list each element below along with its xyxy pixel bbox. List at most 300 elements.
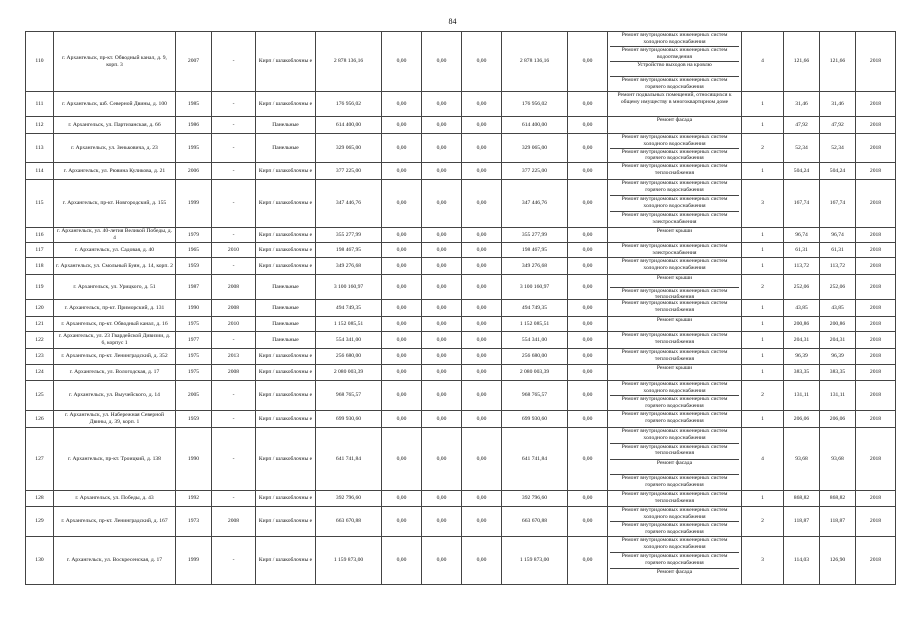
- fund-cell-1: 0,00: [382, 275, 422, 300]
- table-row: [26, 275, 896, 300]
- works-count-cell: 1: [742, 365, 784, 381]
- work-item: Ремонт крыши: [656, 228, 693, 234]
- works-count-cell: 3: [742, 180, 784, 228]
- limit-cost-cell: 96,74: [820, 228, 856, 243]
- material-cell: Кирп / шлакоблочны е: [256, 428, 316, 491]
- other-fund-cell: 0,00: [568, 411, 608, 428]
- planned-year-cell: 2018: [856, 243, 896, 258]
- address-cell: г. Архангельск, ул. Рювина Куликова, д. 21: [54, 163, 176, 180]
- row-number: 113: [26, 134, 54, 163]
- owners-fund-cell: 554 341,00: [502, 332, 568, 349]
- row-number: 129: [26, 507, 54, 537]
- material-cell: Кирп / шлакоблочны е: [256, 163, 316, 180]
- year-renovated-cell: -: [212, 537, 256, 585]
- material-cell: Кирп / шлакоблочны е: [256, 258, 316, 275]
- table-row: [26, 300, 896, 317]
- cost-per-sqm-cell: 383,35: [784, 365, 820, 381]
- fund-cell-3: 0,00: [462, 537, 502, 585]
- work-item: Ремонт внутридомовых инженерных систем теплоснабжения: [621, 332, 728, 345]
- fund-cell-3: 0,00: [462, 163, 502, 180]
- row-number: 112: [26, 117, 54, 134]
- works-cell: [608, 428, 742, 491]
- planned-year-cell: 2018: [856, 332, 896, 349]
- other-fund-cell: 0,00: [568, 243, 608, 258]
- fund-cell-3: 0,00: [462, 317, 502, 332]
- address-cell: г. Архангельск, ул. Выучейского, д. 14: [54, 381, 176, 411]
- cost-per-sqm-cell: 61,31: [784, 243, 820, 258]
- works-cell: [608, 134, 742, 163]
- works-count-cell: 1: [742, 117, 784, 134]
- work-item: Ремонт внутридомовых инженерных систем горячего водоснабжения: [621, 396, 728, 409]
- year-built-cell: 2006: [176, 163, 212, 180]
- limit-cost-cell: 252,06: [820, 275, 856, 300]
- year-built-cell: 2007: [176, 32, 212, 92]
- planned-year-cell: 2018: [856, 32, 896, 92]
- fund-cell-3: 0,00: [462, 134, 502, 163]
- fund-cell-1: 0,00: [382, 428, 422, 491]
- material-cell: Панельные: [256, 317, 316, 332]
- other-fund-cell: 0,00: [568, 258, 608, 275]
- year-built-cell: 1977: [176, 332, 212, 349]
- year-renovated-cell: -: [212, 428, 256, 491]
- other-fund-cell: 0,00: [568, 32, 608, 92]
- year-built-cell: 1999: [176, 180, 212, 228]
- cost-per-sqm-cell: 204,31: [784, 332, 820, 349]
- table-row: [26, 537, 896, 585]
- other-fund-cell: 0,00: [568, 381, 608, 411]
- work-item: Ремонт внутридомовых инженерных систем горячего водоснабжения: [621, 475, 728, 488]
- material-cell: Кирп / шлакоблочны е: [256, 243, 316, 258]
- work-item: Ремонт внутридомовых инженерных систем холодного водоснабжения: [610, 537, 739, 553]
- fund-cell-1: 0,00: [382, 228, 422, 243]
- total-cost-cell: 377 225,00: [316, 163, 382, 180]
- other-fund-cell: 0,00: [568, 507, 608, 537]
- fund-cell-1: 0,00: [382, 317, 422, 332]
- year-built-cell: 1995: [176, 134, 212, 163]
- limit-cost-cell: 43,85: [820, 300, 856, 317]
- work-item: Ремонт внутридомовых инженерных систем холодного водоснабжения: [610, 428, 739, 444]
- works-count-cell: 1: [742, 228, 784, 243]
- fund-cell-2: 0,00: [422, 507, 462, 537]
- address-cell: г. Архангельск, ул. Партизанская, д. 66: [54, 117, 176, 134]
- address-cell: г. Архангельск, ул. Урицкого, д. 51: [54, 275, 176, 300]
- table-row: [26, 134, 896, 163]
- year-built-cell: 1990: [176, 428, 212, 491]
- table-row: [26, 228, 896, 243]
- owners-fund-cell: 1 159 873,00: [502, 537, 568, 585]
- table-row: [26, 180, 896, 228]
- row-number: 117: [26, 243, 54, 258]
- planned-year-cell: 2018: [856, 180, 896, 228]
- work-item: Ремонт внутридомовых инженерных систем водоотведения: [610, 47, 739, 62]
- owners-fund-cell: 3 100 160,97: [502, 275, 568, 300]
- row-number: 122: [26, 332, 54, 349]
- work-item: Ремонт внутридомовых инженерных систем холодного водоснабжения: [610, 196, 739, 212]
- fund-cell-1: 0,00: [382, 365, 422, 381]
- work-item: Ремонт внутридомовых инженерных систем горячего водоснабжения: [621, 148, 728, 162]
- fund-cell-3: 0,00: [462, 243, 502, 258]
- fund-cell-3: 0,00: [462, 349, 502, 365]
- year-built-cell: 1979: [176, 228, 212, 243]
- fund-cell-3: 0,00: [462, 411, 502, 428]
- fund-cell-1: 0,00: [382, 92, 422, 117]
- cost-per-sqm-cell: 113,72: [784, 258, 820, 275]
- works-cell: [608, 317, 742, 332]
- owners-fund-cell: 198 467,95: [502, 243, 568, 258]
- address-cell: г. Архангельск, пр-кт. Троицкий, д. 138: [54, 428, 176, 491]
- year-renovated-cell: 2008: [212, 365, 256, 381]
- year-renovated-cell: -: [212, 381, 256, 411]
- address-cell: г. Архангельск, ул. Зеньковича, д. 23: [54, 134, 176, 163]
- fund-cell-3: 0,00: [462, 228, 502, 243]
- table-row: [26, 349, 896, 365]
- work-item: Ремонт внутридомовых инженерных систем теплоснабжения: [610, 444, 739, 460]
- total-cost-cell: 1 152 085,51: [316, 317, 382, 332]
- work-item: Ремонт внутридомовых инженерных систем холодного водоснабжения: [610, 32, 739, 47]
- row-number: 123: [26, 349, 54, 365]
- address-cell: г. Архангельск, ул. Вологодская, д. 17: [54, 365, 176, 381]
- address-cell: г. Архангельск, ул. 23 Гвардейской Дивизии, д. 6, корпус 1: [54, 332, 176, 349]
- planned-year-cell: 2018: [856, 491, 896, 507]
- year-renovated-cell: -: [212, 180, 256, 228]
- planned-year-cell: 2018: [856, 134, 896, 163]
- year-built-cell: 1987: [176, 275, 212, 300]
- limit-cost-cell: 93,68: [820, 428, 856, 491]
- address-cell: г. Архангельск, ул. Набережная Северной Двины, д. 39, корп. 1: [54, 411, 176, 428]
- year-renovated-cell: 2010: [212, 317, 256, 332]
- row-number: 115: [26, 180, 54, 228]
- works-cell: [608, 537, 742, 585]
- works-count-cell: 2: [742, 275, 784, 300]
- fund-cell-2: 0,00: [422, 117, 462, 134]
- row-number: 121: [26, 317, 54, 332]
- cost-per-sqm-cell: 200,86: [784, 317, 820, 332]
- owners-fund-cell: 968 765,57: [502, 381, 568, 411]
- fund-cell-2: 0,00: [422, 180, 462, 228]
- work-item: Ремонт внутридомовых инженерных систем горячего водоснабжения: [621, 522, 728, 535]
- works-cell: [608, 92, 742, 117]
- year-renovated-cell: -: [212, 258, 256, 275]
- owners-fund-cell: 614 400,00: [502, 117, 568, 134]
- other-fund-cell: 0,00: [568, 491, 608, 507]
- owners-fund-cell: 663 670,88: [502, 507, 568, 537]
- total-cost-cell: 699 930,60: [316, 411, 382, 428]
- limit-cost-cell: 167,74: [820, 180, 856, 228]
- work-item: Ремонт внутридомовых инженерных систем теплоснабжения: [621, 491, 728, 504]
- year-built-cell: 1965: [176, 243, 212, 258]
- owners-fund-cell: 699 930,60: [502, 411, 568, 428]
- works-cell: [608, 349, 742, 365]
- works-count-cell: 3: [742, 537, 784, 585]
- works-cell: [608, 365, 742, 381]
- other-fund-cell: 0,00: [568, 349, 608, 365]
- total-cost-cell: 2 080 003,39: [316, 365, 382, 381]
- address-cell: г. Архангельск, пр-кт. Приморский, д. 131: [54, 300, 176, 317]
- cost-per-sqm-cell: 252,06: [784, 275, 820, 300]
- cost-per-sqm-cell: 118,87: [784, 507, 820, 537]
- limit-cost-cell: 96,39: [820, 349, 856, 365]
- fund-cell-2: 0,00: [422, 228, 462, 243]
- works-cell: [608, 381, 742, 411]
- fund-cell-2: 0,00: [422, 428, 462, 491]
- fund-cell-2: 0,00: [422, 332, 462, 349]
- fund-cell-3: 0,00: [462, 258, 502, 275]
- other-fund-cell: 0,00: [568, 117, 608, 134]
- total-cost-cell: 198 467,95: [316, 243, 382, 258]
- year-renovated-cell: 2010: [212, 243, 256, 258]
- table-row: [26, 317, 896, 332]
- address-cell: г. Архангельск, пр-кт. Ленинградский, д. 167: [54, 507, 176, 537]
- owners-fund-cell: 1 152 085,51: [502, 317, 568, 332]
- row-number: 119: [26, 275, 54, 300]
- total-cost-cell: 256 680,00: [316, 349, 382, 365]
- year-built-cell: 1992: [176, 491, 212, 507]
- works-cell: [608, 491, 742, 507]
- works-count-cell: 1: [742, 411, 784, 428]
- fund-cell-1: 0,00: [382, 332, 422, 349]
- address-cell: г. Архангельск, ул. 40-летия Великой Победы, д. 4: [54, 228, 176, 243]
- work-item: Ремонт внутридомовых инженерных систем горячего водоснабжения: [610, 553, 739, 569]
- fund-cell-2: 0,00: [422, 163, 462, 180]
- works-count-cell: 4: [742, 32, 784, 92]
- work-item: Ремонт внутридомовых инженерных систем теплоснабжения: [621, 300, 728, 313]
- cost-per-sqm-cell: 206,06: [784, 411, 820, 428]
- fund-cell-3: 0,00: [462, 507, 502, 537]
- works-count-cell: 2: [742, 381, 784, 411]
- fund-cell-3: 0,00: [462, 365, 502, 381]
- planned-year-cell: 2018: [856, 163, 896, 180]
- other-fund-cell: 0,00: [568, 428, 608, 491]
- fund-cell-1: 0,00: [382, 117, 422, 134]
- year-built-cell: 1975: [176, 349, 212, 365]
- total-cost-cell: 347 446,76: [316, 180, 382, 228]
- row-number: 130: [26, 537, 54, 585]
- table-body: [26, 32, 896, 585]
- limit-cost-cell: 200,86: [820, 317, 856, 332]
- work-item: Ремонт фасада: [656, 117, 693, 123]
- owners-fund-cell: 2 878 136,16: [502, 32, 568, 92]
- limit-cost-cell: 204,31: [820, 332, 856, 349]
- table-row: [26, 92, 896, 117]
- planned-year-cell: 2018: [856, 507, 896, 537]
- material-cell: Панельные: [256, 134, 316, 163]
- work-item: Ремонт внутридомовых инженерных систем электроснабжения: [621, 243, 728, 256]
- planned-year-cell: 2018: [856, 228, 896, 243]
- material-cell: Кирп / шлакоблочны е: [256, 537, 316, 585]
- other-fund-cell: 0,00: [568, 134, 608, 163]
- other-fund-cell: 0,00: [568, 365, 608, 381]
- address-cell: г. Архангельск, ул. Победы, д. 43: [54, 491, 176, 507]
- work-item: Ремонт внутридомовых инженерных систем горячего водоснабжения: [621, 77, 728, 90]
- year-renovated-cell: -: [212, 134, 256, 163]
- fund-cell-3: 0,00: [462, 180, 502, 228]
- year-renovated-cell: 2008: [212, 300, 256, 317]
- row-number: 124: [26, 365, 54, 381]
- fund-cell-1: 0,00: [382, 180, 422, 228]
- material-cell: Панельные: [256, 117, 316, 134]
- table-row: [26, 365, 896, 381]
- year-renovated-cell: 2008: [212, 507, 256, 537]
- year-built-cell: 1975: [176, 317, 212, 332]
- work-item: Ремонт внутридомовых инженерных систем холодного водоснабжения: [610, 381, 739, 396]
- fund-cell-3: 0,00: [462, 275, 502, 300]
- cost-per-sqm-cell: 47,92: [784, 117, 820, 134]
- table-row: [26, 163, 896, 180]
- total-cost-cell: 329 065,00: [316, 134, 382, 163]
- work-item: Ремонт внутридомовых инженерных систем теплоснабжения: [621, 163, 728, 176]
- total-cost-cell: 355 277,99: [316, 228, 382, 243]
- work-item: Устройство выходов на кровлю: [610, 62, 739, 77]
- table-row: [26, 507, 896, 537]
- fund-cell-3: 0,00: [462, 381, 502, 411]
- owners-fund-cell: 355 277,99: [502, 228, 568, 243]
- owners-fund-cell: 377 225,00: [502, 163, 568, 180]
- cost-per-sqm-cell: 31,46: [784, 92, 820, 117]
- limit-cost-cell: 868,82: [820, 491, 856, 507]
- cost-per-sqm-cell: 96,74: [784, 228, 820, 243]
- works-cell: [608, 163, 742, 180]
- fund-cell-1: 0,00: [382, 243, 422, 258]
- address-cell: г. Архангельск, шб. Северной Двины, д. 100: [54, 92, 176, 117]
- address-cell: г. Архангельск, пр-кт. Обводный канал, д. 9, корп. 3: [54, 32, 176, 92]
- works-count-cell: 1: [742, 349, 784, 365]
- works-cell: [608, 507, 742, 537]
- row-number: 125: [26, 381, 54, 411]
- table-row: [26, 411, 896, 428]
- planned-year-cell: 2018: [856, 258, 896, 275]
- capital-repair-table: [25, 31, 896, 585]
- works-cell: [608, 275, 742, 300]
- material-cell: Кирп / шлакоблочны е: [256, 365, 316, 381]
- work-item: Ремонт фасада: [610, 460, 739, 476]
- cost-per-sqm-cell: 167,74: [784, 180, 820, 228]
- material-cell: Кирп / шлакоблочны е: [256, 349, 316, 365]
- table-row: [26, 243, 896, 258]
- planned-year-cell: 2018: [856, 117, 896, 134]
- row-number: 128: [26, 491, 54, 507]
- year-built-cell: 1975: [176, 365, 212, 381]
- row-number: 126: [26, 411, 54, 428]
- fund-cell-1: 0,00: [382, 32, 422, 92]
- other-fund-cell: 0,00: [568, 317, 608, 332]
- owners-fund-cell: 2 080 003,39: [502, 365, 568, 381]
- works-count-cell: 1: [742, 300, 784, 317]
- material-cell: Кирп / шлакоблочны е: [256, 491, 316, 507]
- works-cell: [608, 180, 742, 228]
- table-row: [26, 381, 896, 411]
- owners-fund-cell: 256 680,00: [502, 349, 568, 365]
- works-count-cell: 1: [742, 243, 784, 258]
- row-number: 111: [26, 92, 54, 117]
- table-row: [26, 117, 896, 134]
- page-number: 84: [448, 17, 457, 26]
- owners-fund-cell: 349 276,68: [502, 258, 568, 275]
- row-number: 118: [26, 258, 54, 275]
- address-cell: г. Архангельск, ул. Садовая, д. 40: [54, 243, 176, 258]
- material-cell: Кирп / шлакоблочны е: [256, 507, 316, 537]
- work-item: Ремонт внутридомовых инженерных систем теплоснабжения: [621, 349, 728, 362]
- year-built-cell: 1990: [176, 300, 212, 317]
- works-cell: [608, 258, 742, 275]
- fund-cell-2: 0,00: [422, 275, 462, 300]
- material-cell: Кирп / шлакоблочны е: [256, 381, 316, 411]
- works-count-cell: 1: [742, 163, 784, 180]
- table-row: [26, 491, 896, 507]
- row-number: 120: [26, 300, 54, 317]
- fund-cell-2: 0,00: [422, 134, 462, 163]
- cost-per-sqm-cell: 43,85: [784, 300, 820, 317]
- works-count-cell: 1: [742, 491, 784, 507]
- fund-cell-3: 0,00: [462, 300, 502, 317]
- limit-cost-cell: 118,87: [820, 507, 856, 537]
- fund-cell-3: 0,00: [462, 32, 502, 92]
- works-count-cell: 2: [742, 507, 784, 537]
- total-cost-cell: 614 400,00: [316, 117, 382, 134]
- work-item: Ремонт внутридомовых инженерных систем холодного водоснабжения: [610, 507, 739, 522]
- limit-cost-cell: 206,06: [820, 411, 856, 428]
- works-count-cell: 1: [742, 92, 784, 117]
- other-fund-cell: 0,00: [568, 180, 608, 228]
- fund-cell-3: 0,00: [462, 428, 502, 491]
- material-cell: Кирп / шлакоблочны е: [256, 92, 316, 117]
- planned-year-cell: 2018: [856, 411, 896, 428]
- work-item: Ремонт внутридомовых инженерных систем электроснабжения: [621, 212, 728, 225]
- total-cost-cell: 3 100 160,97: [316, 275, 382, 300]
- material-cell: Кирп / шлакоблочны е: [256, 228, 316, 243]
- fund-cell-1: 0,00: [382, 381, 422, 411]
- fund-cell-1: 0,00: [382, 300, 422, 317]
- cost-per-sqm-cell: 131,11: [784, 381, 820, 411]
- other-fund-cell: 0,00: [568, 332, 608, 349]
- fund-cell-2: 0,00: [422, 243, 462, 258]
- limit-cost-cell: 61,31: [820, 243, 856, 258]
- other-fund-cell: 0,00: [568, 163, 608, 180]
- year-renovated-cell: 2013: [212, 349, 256, 365]
- limit-cost-cell: 52,34: [820, 134, 856, 163]
- fund-cell-3: 0,00: [462, 117, 502, 134]
- planned-year-cell: 2018: [856, 92, 896, 117]
- row-number: 110: [26, 32, 54, 92]
- work-item: Ремонт крыши: [656, 317, 693, 323]
- material-cell: Кирп / шлакоблочны е: [256, 411, 316, 428]
- table-row: [26, 428, 896, 491]
- fund-cell-1: 0,00: [382, 349, 422, 365]
- work-item: Ремонт крыши: [656, 365, 693, 371]
- total-cost-cell: 641 741,84: [316, 428, 382, 491]
- works-cell: [608, 332, 742, 349]
- works-count-cell: 1: [742, 332, 784, 349]
- limit-cost-cell: 47,92: [820, 117, 856, 134]
- works-cell: [608, 300, 742, 317]
- fund-cell-2: 0,00: [422, 92, 462, 117]
- year-built-cell: 1973: [176, 507, 212, 537]
- planned-year-cell: 2018: [856, 537, 896, 585]
- fund-cell-1: 0,00: [382, 134, 422, 163]
- address-cell: г. Архангельск, ул. Воскресенская, д. 17: [54, 537, 176, 585]
- fund-cell-1: 0,00: [382, 507, 422, 537]
- fund-cell-3: 0,00: [462, 92, 502, 117]
- fund-cell-2: 0,00: [422, 300, 462, 317]
- fund-cell-1: 0,00: [382, 258, 422, 275]
- row-number: 114: [26, 163, 54, 180]
- fund-cell-2: 0,00: [422, 411, 462, 428]
- year-built-cell: 1985: [176, 92, 212, 117]
- limit-cost-cell: 121,66: [820, 32, 856, 92]
- cost-per-sqm-cell: 504,24: [784, 163, 820, 180]
- cost-per-sqm-cell: 93,68: [784, 428, 820, 491]
- works-cell: [608, 411, 742, 428]
- fund-cell-1: 0,00: [382, 491, 422, 507]
